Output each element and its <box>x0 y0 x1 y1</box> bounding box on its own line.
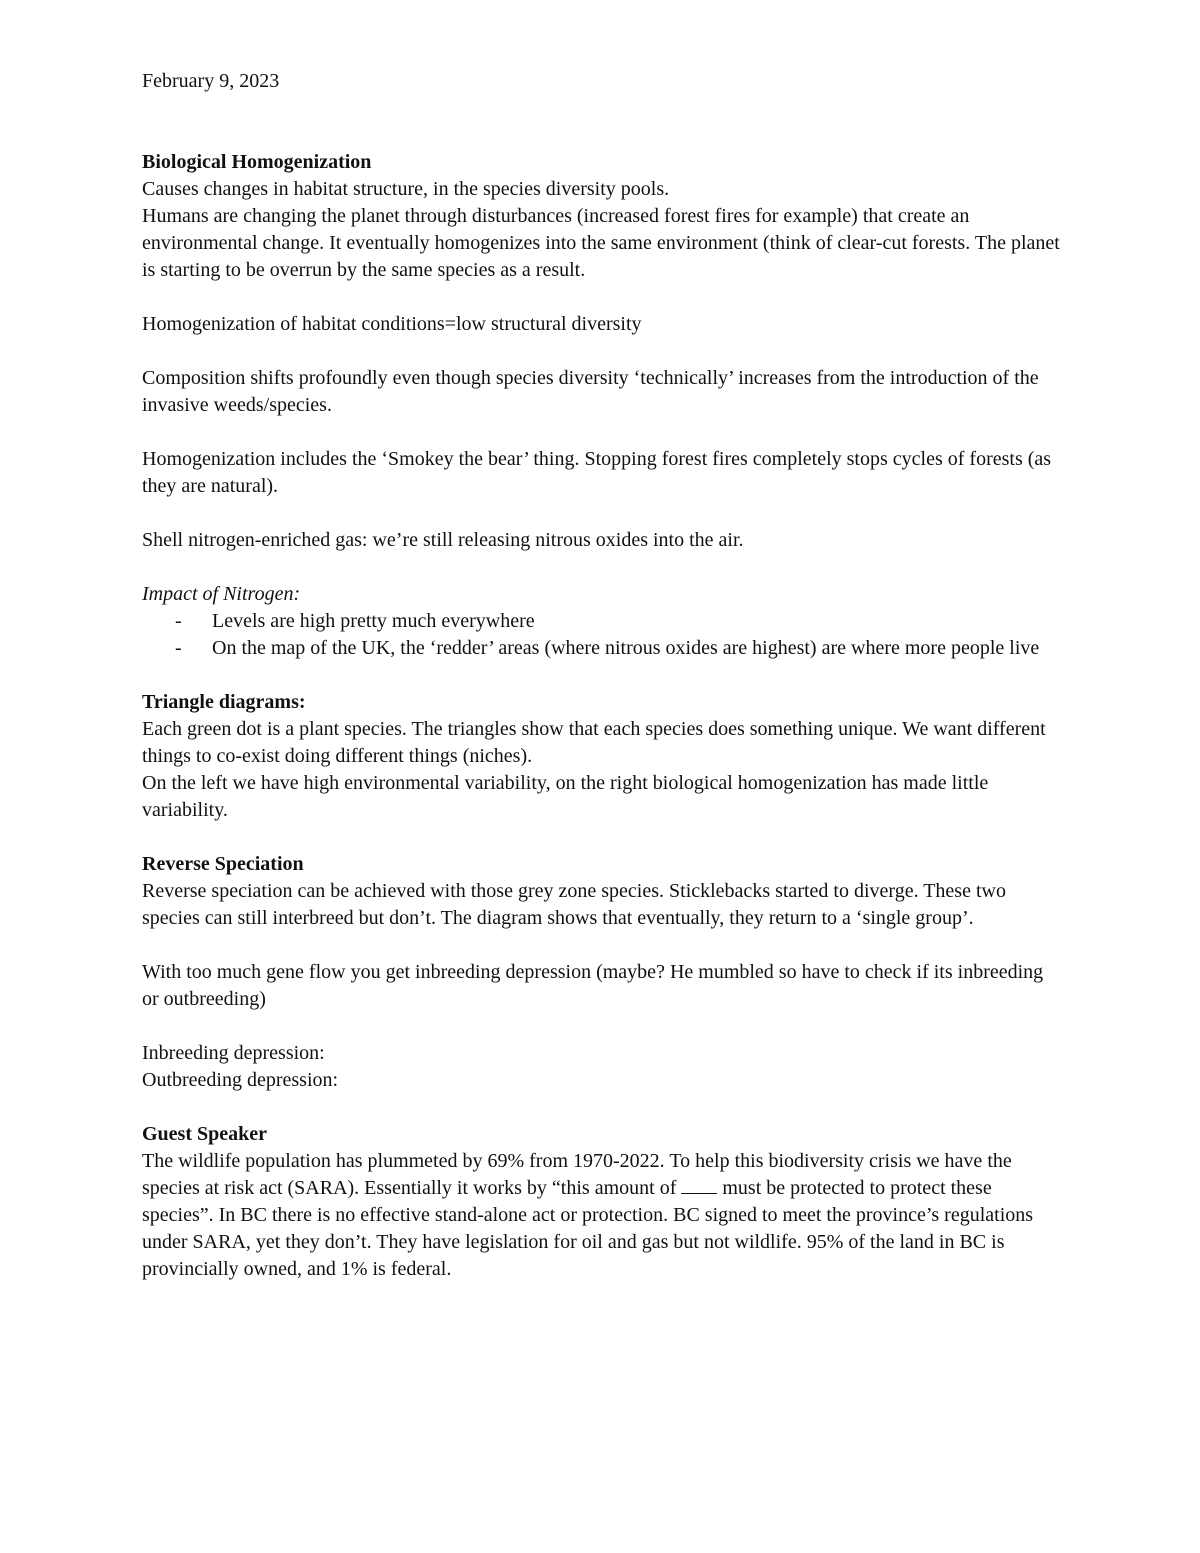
heading-impact-of-nitrogen: Impact of Nitrogen: <box>142 583 301 605</box>
list-item-text: On the map of the UK, the ‘redder’ areas (where nitrous oxides are highest) are where more people live <box>212 637 1040 659</box>
list-item-text: Levels are high pretty much everywhere <box>212 610 535 632</box>
list-item <box>142 635 1062 662</box>
dash-bullet: - <box>175 637 182 659</box>
document-date: February 9, 2023 <box>142 70 280 92</box>
paragraph-homogenization-conditions: Homogenization of habitat conditions=low structural diversity <box>142 313 642 335</box>
spacer <box>142 419 1062 446</box>
list-item <box>142 608 1062 635</box>
spacer <box>142 338 1062 365</box>
spacer <box>142 824 1062 851</box>
paragraph-sticklebacks: Reverse speciation can be achieved with those grey zone species. Sticklebacks started to diverge. These two species can still interbreed but don’t. The diagram shows that eventually, they return to a ‘single group’. <box>142 880 1006 929</box>
dash-bullet: - <box>175 610 182 632</box>
label-outbreeding-depression: Outbreeding depression: <box>142 1069 339 1091</box>
spacer <box>142 1094 1062 1121</box>
nitrogen-list <box>142 608 1062 662</box>
spacer <box>142 500 1062 527</box>
paragraph-green-dot: Each green dot is a plant species. The triangles show that each species does something unique. We want different things to co-exist doing different things (niches). <box>142 718 1046 767</box>
heading-reverse-speciation: Reverse Speciation <box>142 853 304 875</box>
spacer <box>142 95 1062 149</box>
fill-in-blank <box>681 1176 717 1194</box>
spacer <box>142 932 1062 959</box>
heading-biological-homogenization: Biological Homogenization <box>142 151 372 173</box>
guest-text-part-1: The wildlife population has plummeted by 69% from 1970-2022. To help this biodiversity crisis we have the species at risk act (SARA). Essentially it works by “this amount of <box>142 1150 1012 1199</box>
document-page <box>142 68 1062 1283</box>
heading-triangle-diagrams: Triangle diagrams: <box>142 691 306 713</box>
paragraph-smokey-the-bear: Homogenization includes the ‘Smokey the bear’ thing. Stopping forest fires completely stops cycles of forests (as they are natural). <box>142 448 1052 497</box>
paragraph-habitat-structure: Causes changes in habitat structure, in the species diversity pools. <box>142 178 670 200</box>
paragraph-gene-flow: With too much gene flow you get inbreeding depression (maybe? He mumbled so have to check if its inbreeding or outbreeding) <box>142 961 1044 1010</box>
spacer <box>142 662 1062 689</box>
heading-guest-speaker: Guest Speaker <box>142 1123 267 1145</box>
paragraph-humans-changing-planet: Humans are changing the planet through disturbances (increased forest fires for example) that create an environmental change. It eventually homogenizes into the same environment (think of clear-cut forests. The planet is starting to be overrun by the same species as a result. <box>142 205 1060 281</box>
paragraph-composition-shifts: Composition shifts profoundly even though species diversity ‘technically’ increases from the introduction of the invasive weeds/species. <box>142 367 1039 416</box>
spacer <box>142 284 1062 311</box>
guest-text-part-2: must be protected to protect these species”. In BC there is no effective stand-alone act or protection. BC signed to meet the province’s regulations under SARA, yet they don’t. They have legislation for oil and gas but not wildlife. 95% of the land in BC is provincially owned, and 1% is federal. <box>142 1177 1034 1280</box>
label-inbreeding-depression: Inbreeding depression: <box>142 1042 325 1064</box>
spacer <box>142 554 1062 581</box>
paragraph-shell-nitrogen: Shell nitrogen-enriched gas: we’re still releasing nitrous oxides into the air. <box>142 529 744 551</box>
paragraph-guest-speaker <box>142 1148 1062 1283</box>
spacer <box>142 1013 1062 1040</box>
paragraph-environmental-variability: On the left we have high environmental variability, on the right biological homogenization has made little variability. <box>142 772 989 821</box>
